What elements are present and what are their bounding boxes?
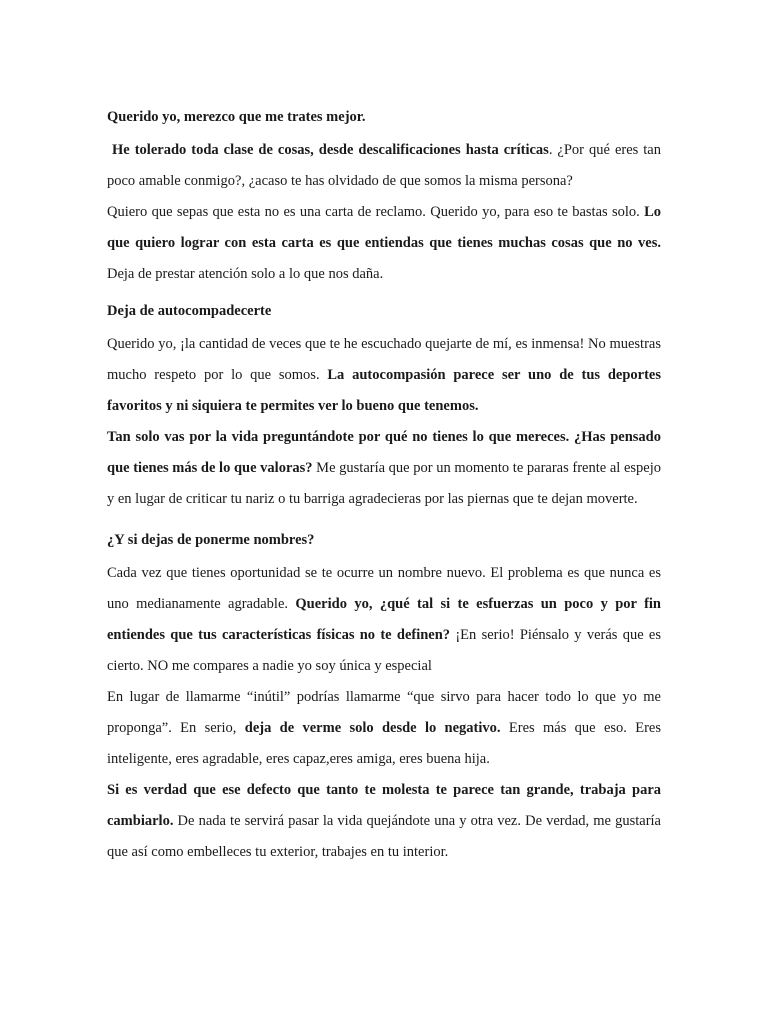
paragraph-1: [107, 135, 661, 197]
paragraph-4: [107, 422, 661, 515]
paragraph-2-text: Quiero que sepas que esta no es una carta de reclamo. Querido yo, para eso te bastas solo.: [107, 204, 645, 220]
paragraph-2-text-end: Deja de prestar atención solo a lo que nos daña.: [107, 266, 384, 282]
paragraph-6: [107, 682, 661, 775]
paragraph-2: [107, 197, 661, 290]
paragraph-5-text: Cada vez que tienes oportunidad se te ocurre un nombre nuevo. El problema es que nunca es uno medianamente agradable.: [107, 565, 661, 612]
paragraph-3-bold: La autocompasión parece ser uno de tus deportes favoritos y ni siquiera te permites ver lo bueno que tenemos.: [107, 367, 661, 414]
paragraph-7: [107, 775, 661, 868]
paragraph-5-bold: Querido yo, ¿qué tal si te esfuerzas un poco y por fin entiendes que tus características físicas no te definen?: [107, 596, 661, 643]
paragraph-4-bold: Tan solo vas por la vida preguntándote por qué no tienes lo que mereces. ¿Has pensado que tienes más de lo que valoras?: [107, 429, 661, 476]
paragraph-6-text: En lugar de llamarme “inútil” podrías llamarme “que sirvo para hacer todo lo que yo me proponga”. En serio,: [107, 689, 661, 736]
letter-page: [107, 104, 661, 868]
paragraph-7-bold: Si es verdad que ese defecto que tanto te molesta te parece tan grande, trabaja para cambiarlo.: [107, 782, 661, 829]
paragraph-6-text-end: Eres más que eso. Eres inteligente, eres agradable, eres capaz,eres amiga, eres buena hija.: [107, 720, 661, 767]
section-heading-nombres: ¿Y si dejas de ponerme nombres?: [107, 532, 315, 548]
paragraph-5: [107, 558, 661, 682]
section-heading-autocompadecerte: Deja de autocompadecerte: [107, 303, 272, 319]
paragraph-3-text: Querido yo, ¡la cantidad de veces que te he escuchado quejarte de mí, es inmensa! No muestras mucho respeto por lo que somos.: [107, 336, 661, 383]
paragraph-7-text: De nada te servirá pasar la vida quejándote una y otra vez. De verdad, me gustaría que así como embelleces tu exterior, trabajes en tu interior.: [107, 813, 661, 860]
letter-title: Querido yo, merezco que me trates mejor.: [107, 109, 366, 125]
paragraph-6-bold: deja de verme solo desde lo negativo.: [244, 720, 501, 736]
paragraph-1-text: . ¿Por qué eres tan poco amable conmigo?, ¿acaso te has olvidado de que somos la misma persona?: [107, 142, 661, 189]
paragraph-1-bold: He tolerado toda clase de cosas, desde descalificaciones hasta críticas: [112, 142, 549, 158]
paragraph-3: [107, 329, 661, 422]
paragraph-4-text: Me gustaría que por un momento te pararas frente al espejo y en lugar de criticar tu nariz o tu barriga agradecieras por las piernas que te dejan moverte.: [107, 460, 661, 507]
paragraph-5-text-end: ¡En serio! Piénsalo y verás que es cierto. NO me compares a nadie yo soy única y especial: [107, 627, 661, 674]
paragraph-2-bold: Lo que quiero lograr con esta carta es que entiendas que tienes muchas cosas que no ves.: [107, 204, 661, 251]
